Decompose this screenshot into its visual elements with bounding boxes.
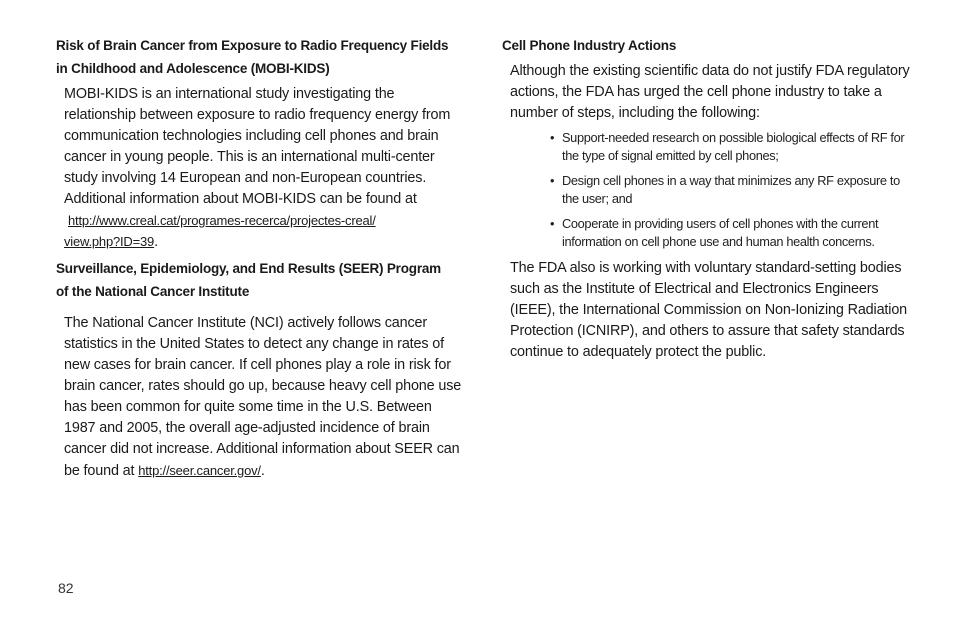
- mobikids-heading: [56, 34, 466, 80]
- list-item: [550, 172, 914, 208]
- industry-steps-list: [502, 129, 914, 251]
- seer-body-text: The National Cancer Institute (NCI) actively follows cancer statistics in the United States to detect any change in rates of new cases for brain cancer. If cell phones play a role in risk for brain cancer, rates should go up, because heavy cell phone use has been common for quite some time in the U.S. Between 1987 and 2005, the overall age-adjusted incidence of brain cancer did not increase. Additional information about SEER can be found at: [64, 315, 462, 479]
- mobikids-heading-line1: Risk of Brain Cancer from Exposure to Radio Frequency Fields: [56, 38, 449, 53]
- list-item: [550, 215, 914, 251]
- seer-link-period: .: [260, 463, 265, 479]
- mobikids-body-text: MOBI-KIDS is an international study investigating the relationship between exposure to radio frequency energy from communication technologies including cell phones and brain cancer in young people. This is an international multi-center study involving 14 European and non-European countries. Additional information about MOBI-KIDS can be found at: [64, 86, 451, 207]
- seer-heading-line1: Surveillance, Epidemiology, and End Results (SEER) Program: [56, 261, 441, 276]
- list-item-text: Cooperate in providing users of cell phones with the current information on cell phone use and human health concerns.: [562, 216, 879, 249]
- mobikids-link-period: .: [154, 234, 158, 250]
- mobikids-paragraph: [56, 84, 466, 253]
- mobikids-link-part1[interactable]: http://www.creal.cat/programes-recerca/projectes-creal/: [68, 213, 376, 228]
- page-number: 82: [58, 580, 74, 596]
- list-item-text: Support-needed research on possible biological effects of RF for the type of signal emitted by cell phones;: [562, 130, 905, 163]
- industry-actions-heading: Cell Phone Industry Actions: [502, 38, 677, 53]
- mobikids-section: [56, 34, 466, 253]
- seer-heading-line2: of the National Cancer Institute: [56, 284, 250, 299]
- seer-section: [56, 257, 466, 482]
- mobikids-heading-line2: in Childhood and Adolescence (MOBI-KIDS): [56, 61, 330, 76]
- bullet-icon: •: [550, 216, 555, 231]
- bullet-icon: •: [550, 173, 555, 188]
- seer-paragraph: [56, 313, 466, 482]
- industry-intro-paragraph: Although the existing scientific data do not justify FDA regulatory actions, the FDA has urged the cell phone industry to take a number of steps, including the following:: [510, 63, 910, 121]
- mobikids-link-part2[interactable]: view.php?ID=39: [64, 234, 155, 249]
- list-item-text: Design cell phones in a way that minimizes any RF exposure to the user; and: [562, 173, 900, 206]
- list-item: [550, 129, 914, 165]
- right-column: [502, 34, 914, 363]
- bullet-icon: •: [550, 130, 555, 145]
- fda-standards-paragraph: The FDA also is working with voluntary standard-setting bodies such as the Institute of Electrical and Electronics Engineers (IEEE), the International Commission on Non-Ionizing Radiation Protection (ICNIRP), and others to assure that safety standards continue to adequately protect the public.: [510, 260, 908, 360]
- seer-link[interactable]: http://seer.cancer.gov/: [138, 463, 261, 478]
- seer-heading: [56, 257, 466, 303]
- left-column: [56, 34, 466, 482]
